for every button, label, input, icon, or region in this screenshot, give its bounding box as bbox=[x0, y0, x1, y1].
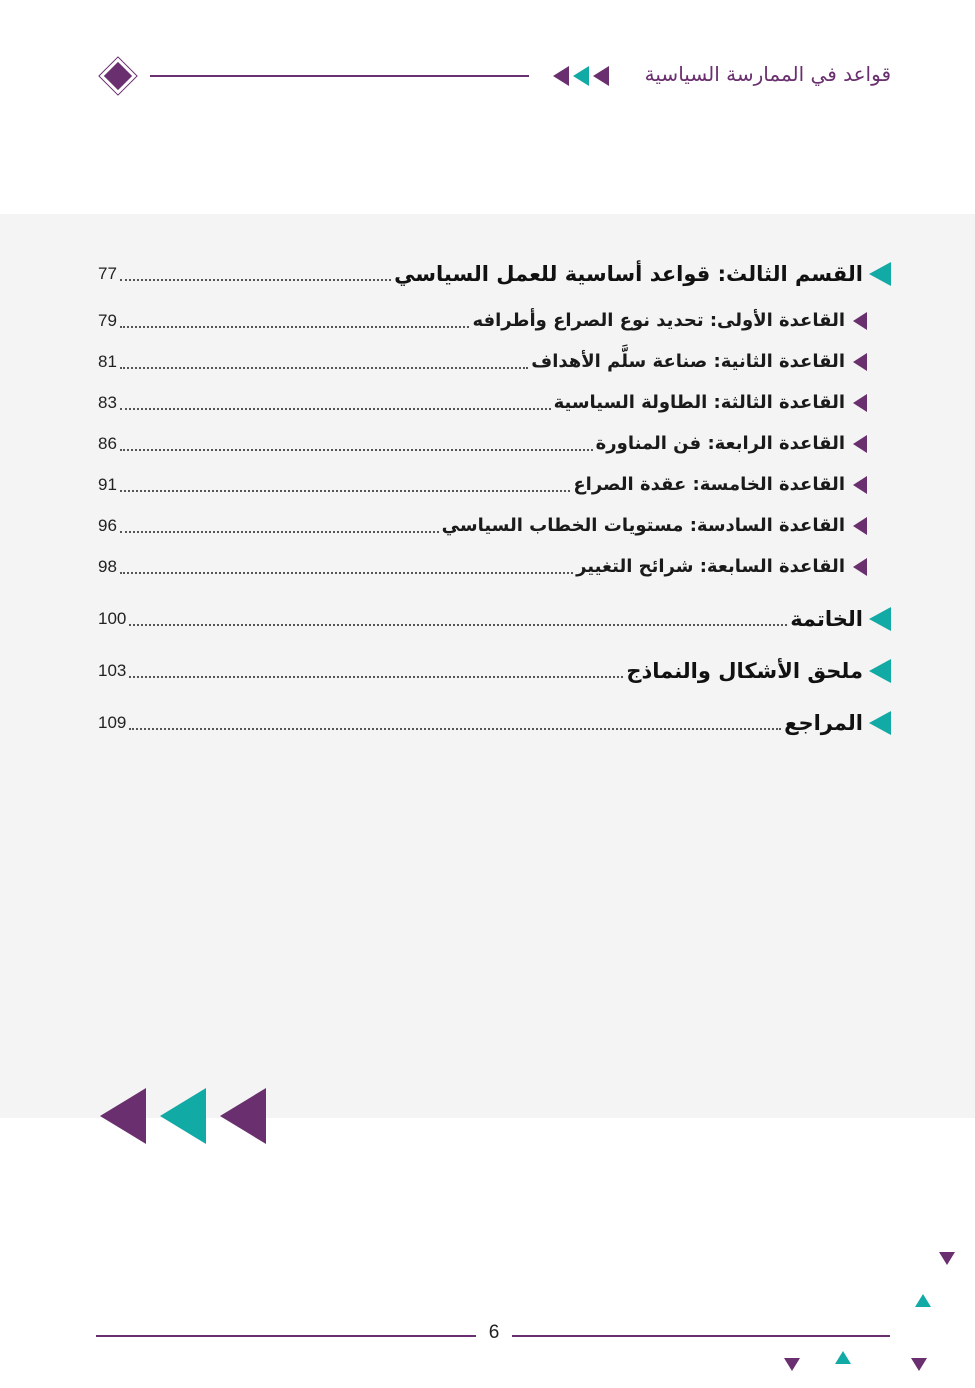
teal-triangle-icon bbox=[869, 607, 891, 631]
leader-dots bbox=[120, 408, 551, 410]
leader-dots bbox=[120, 490, 570, 492]
purple-triangle-icon bbox=[100, 1088, 146, 1144]
purple-triangle-icon bbox=[853, 353, 867, 371]
leader-dots bbox=[120, 449, 593, 451]
purple-triangle-icon bbox=[853, 517, 867, 535]
toc-rule-row-1[interactable] bbox=[96, 300, 891, 341]
toc-section-title: القسم الثالث: قواعد أساسية للعمل السياسي bbox=[394, 262, 863, 286]
up-triangle-icon bbox=[915, 1294, 931, 1307]
table-of-contents bbox=[96, 248, 891, 749]
page-number: 6 bbox=[488, 1322, 500, 1343]
toc-page-number: 86 bbox=[98, 433, 117, 453]
toc-page-number: 100 bbox=[98, 609, 127, 628]
page-header bbox=[96, 52, 891, 100]
leader-dots bbox=[120, 572, 573, 574]
toc-rule-row-3[interactable] bbox=[96, 382, 891, 423]
toc-section-row[interactable] bbox=[96, 248, 891, 300]
teal-triangle-icon bbox=[869, 262, 891, 286]
footer-rule-right bbox=[512, 1335, 890, 1337]
leader-dots bbox=[120, 279, 391, 281]
toc-rule-title: القاعدة الخامسة: عقدة الصراع bbox=[573, 474, 845, 495]
leader-dots bbox=[129, 728, 781, 730]
toc-extra-title: ملحق الأشكال والنماذج bbox=[626, 659, 863, 683]
toc-page-number: 77 bbox=[98, 264, 117, 283]
toc-rule-title: القاعدة السابعة: شرائح التغيير bbox=[576, 556, 845, 577]
purple-triangle-icon bbox=[853, 394, 867, 412]
purple-triangle-icon bbox=[853, 312, 867, 330]
toc-conclusion-row[interactable] bbox=[96, 593, 891, 645]
footer-rule-left bbox=[96, 1335, 476, 1337]
diamond-icon bbox=[100, 58, 136, 94]
toc-page-number: 83 bbox=[98, 392, 117, 412]
toc-rule-row-7[interactable] bbox=[96, 546, 891, 587]
purple-triangle-icon bbox=[553, 66, 569, 86]
toc-page-number: 81 bbox=[98, 351, 117, 371]
toc-rule-title: القاعدة الثالثة: الطاولة السياسية bbox=[553, 392, 845, 413]
purple-triangle-icon bbox=[220, 1088, 266, 1144]
toc-rule-row-6[interactable] bbox=[96, 505, 891, 546]
toc-rule-title: القاعدة الثانية: صناعة سلَّم الأهداف bbox=[531, 351, 845, 372]
header-arrows bbox=[553, 66, 609, 86]
leader-dots bbox=[120, 326, 470, 328]
toc-extra-title: الخاتمة bbox=[790, 607, 863, 631]
toc-rule-row-2[interactable] bbox=[96, 341, 891, 382]
toc-rule-title: القاعدة الأولى: تحديد نوع الصراع وأطرافه bbox=[472, 310, 845, 331]
teal-triangle-icon bbox=[869, 711, 891, 735]
toc-references-row[interactable] bbox=[96, 697, 891, 749]
running-header-title: قواعد في الممارسة السياسية bbox=[644, 62, 891, 86]
toc-rule-title: القاعدة الرابعة: فن المناورة bbox=[595, 433, 845, 454]
toc-page-number: 79 bbox=[98, 310, 117, 330]
purple-triangle-icon bbox=[853, 435, 867, 453]
down-triangle-icon bbox=[911, 1358, 927, 1371]
purple-triangle-icon bbox=[853, 558, 867, 576]
toc-appendix-row[interactable] bbox=[96, 645, 891, 697]
teal-triangle-icon bbox=[869, 659, 891, 683]
leader-dots bbox=[120, 367, 528, 369]
toc-extra-title: المراجع bbox=[784, 711, 863, 735]
up-triangle-icon bbox=[835, 1351, 851, 1364]
leader-dots bbox=[129, 624, 787, 626]
purple-triangle-icon bbox=[853, 476, 867, 494]
down-triangle-icon bbox=[784, 1358, 800, 1371]
toc-rule-row-4[interactable] bbox=[96, 423, 891, 464]
down-triangle-icon bbox=[939, 1252, 955, 1265]
leader-dots bbox=[129, 676, 623, 678]
teal-triangle-icon bbox=[573, 66, 589, 86]
purple-triangle-icon bbox=[593, 66, 609, 86]
header-rule bbox=[150, 75, 529, 77]
toc-page-number: 96 bbox=[98, 515, 117, 535]
toc-page-number: 103 bbox=[98, 661, 127, 680]
decorative-arrows bbox=[100, 1088, 266, 1144]
toc-page-number: 109 bbox=[98, 713, 127, 732]
toc-page-number: 98 bbox=[98, 556, 117, 576]
toc-page-number: 91 bbox=[98, 474, 117, 494]
teal-triangle-icon bbox=[160, 1088, 206, 1144]
leader-dots bbox=[120, 531, 439, 533]
toc-rule-row-5[interactable] bbox=[96, 464, 891, 505]
toc-rule-title: القاعدة السادسة: مستويات الخطاب السياسي bbox=[441, 515, 845, 536]
